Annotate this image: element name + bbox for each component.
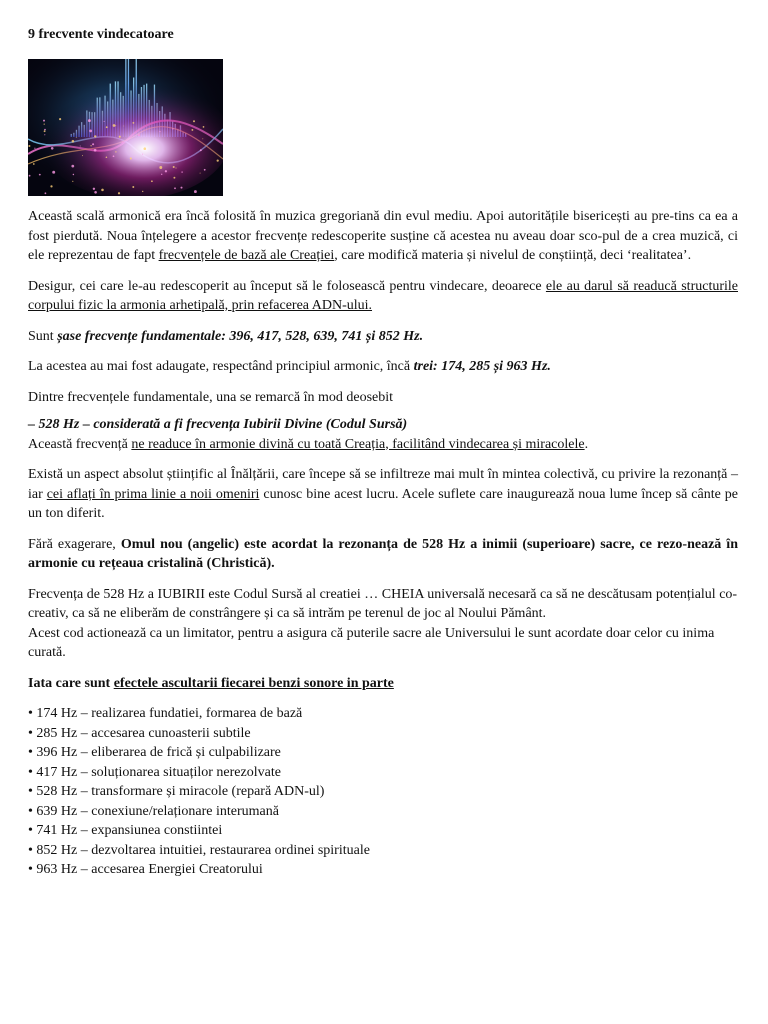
- spark-dot: [113, 124, 116, 127]
- spark-dot: [28, 145, 30, 147]
- paragraph-new-human: [28, 535, 738, 574]
- spark-dot: [159, 131, 160, 132]
- document-title: 9 frecvente vindecatoare: [28, 27, 174, 42]
- paragraph-six-frequencies: [28, 327, 738, 347]
- spark-dot: [161, 174, 162, 175]
- paragraph-ascension: [28, 465, 738, 524]
- spark-dot: [151, 180, 153, 182]
- paragraph-text: , care modifică materia și nivelul de conștiință, deci ‘realitatea’.: [334, 248, 692, 263]
- spark-dot: [165, 170, 167, 172]
- spark-dot: [92, 143, 94, 145]
- spark-dot: [104, 121, 105, 122]
- spark-dot: [106, 126, 108, 128]
- list-heading: [28, 674, 738, 694]
- spark-dot: [132, 122, 134, 124]
- spark-dot: [76, 137, 77, 138]
- spark-dot: [194, 190, 197, 193]
- spark-dot: [94, 191, 97, 194]
- underlined-phrase: efectele ascultarii fiecarei benzi sonore in parte: [113, 675, 394, 691]
- spark-dot: [173, 166, 175, 168]
- spark-dot: [115, 125, 116, 126]
- spark-dot: [101, 189, 104, 192]
- spark-dot: [191, 129, 193, 131]
- spark-dot: [93, 188, 95, 190]
- spark-dot: [45, 192, 47, 194]
- emphasis-text: – 528 Hz – considerată a fi frecvența Iubirii Divine (Codul Sursă): [28, 417, 408, 432]
- spark-dot: [174, 187, 176, 189]
- spark-dot: [122, 142, 123, 143]
- spark-dot: [39, 174, 41, 176]
- emphasis-text: șase frecvențe fundamentale: 396, 417, 528, 639, 741 și 852 Hz.: [57, 328, 424, 344]
- spark-dot: [33, 163, 35, 165]
- spark-dot: [82, 155, 83, 156]
- list-item: • 852 Hz – dezvoltarea intuitiei, restaurarea ordinei spirituale: [28, 841, 738, 861]
- spark-dot: [142, 154, 143, 155]
- spark-dot: [217, 159, 219, 161]
- spark-dot: [94, 135, 96, 137]
- paragraph-text: La acestea au mai fost adaugate, respectând principiul armonic, încă: [28, 359, 414, 374]
- paragraph-intro: [28, 207, 738, 266]
- paragraph-528: [28, 415, 738, 454]
- spark-dot: [72, 181, 73, 182]
- spark-dot: [89, 129, 92, 132]
- underlined-phrase: ele au darul să readucă structurile corpului fizic la armonia arhetipală, prin refacerea ADN-ului.: [28, 278, 738, 313]
- spark-dot: [159, 166, 162, 169]
- paragraph-text: Fără exagerare,: [28, 536, 121, 552]
- spark-dot: [34, 148, 35, 149]
- paragraph-source-code: [28, 585, 738, 663]
- spark-dot: [106, 156, 108, 158]
- list-heading-text: Iata care sunt: [28, 675, 114, 691]
- list-item: • 417 Hz – soluționarea situaților nerezolvate: [28, 763, 738, 783]
- spark-dot: [181, 171, 182, 172]
- paragraph-three-added: [28, 357, 738, 377]
- spark-dot: [88, 119, 91, 122]
- list-item: • 741 Hz – expansiunea constiintei: [28, 821, 738, 841]
- spark-dot: [43, 120, 45, 122]
- spark-dot: [202, 138, 203, 139]
- spark-dot: [132, 186, 134, 188]
- spark-dot: [71, 165, 74, 168]
- spark-dot: [204, 169, 206, 171]
- spark-dot: [115, 151, 116, 152]
- spark-dot: [44, 124, 45, 125]
- spark-dot: [52, 171, 55, 174]
- list-item: • 528 Hz – transformare și miracole (repară ADN-ul): [28, 782, 738, 802]
- paragraph-text: Frecvența de 528 Hz a IUBIRII este Codul Sursă al creatiei … CHEIA universală necesară ca să ne descătusam potențialul co-creativ, ca să ne eliberăm de constrângere și ca să intrăm pe terenul de joc al Noului Pământ.: [28, 586, 738, 621]
- spark-dot: [94, 149, 97, 152]
- spark-dot: [143, 147, 146, 150]
- spark-dot: [200, 173, 201, 174]
- spark-dot: [73, 174, 74, 175]
- spark-dot: [44, 130, 46, 132]
- spark-dot: [172, 128, 173, 129]
- spark-dot: [173, 177, 175, 179]
- frequency-list: [28, 704, 738, 880]
- spark-dot: [90, 145, 91, 146]
- spark-dot: [119, 136, 121, 138]
- spark-dot: [72, 140, 75, 143]
- spark-dot: [118, 192, 120, 194]
- spark-dot: [51, 147, 54, 150]
- list-item: • 285 Hz – accesarea cunoasterii subtile: [28, 724, 738, 744]
- list-item: • 639 Hz – conexiune/relaționare interumană: [28, 802, 738, 822]
- spark-dot: [80, 146, 81, 147]
- spark-dot: [203, 126, 205, 128]
- spark-dot: [200, 149, 202, 151]
- spark-dot: [130, 157, 132, 159]
- spark-dot: [29, 175, 31, 177]
- document-body: [28, 207, 738, 880]
- spark-dot: [113, 155, 115, 157]
- underlined-phrase: frecvențele de bază ale Creației: [158, 248, 335, 263]
- list-item: • 963 Hz – accesarea Energiei Creatorului: [28, 860, 738, 880]
- paragraph-text: cunosc bine acest lucru. Acele suflete care inaugurează noua lume încep să cânte pe un ton diferit.: [28, 486, 738, 521]
- spark-dot: [142, 191, 143, 192]
- spark-dot: [44, 134, 45, 135]
- paragraph-text: Această scală armonică era încă folosită în muzica gregoriană din evul mediu. Apoi autoritățile bisericești au pre-tins ca ea a fost pierdută. Noua înțelegere a acestor frecvențe redescoperite susține că acestea nu aveau doar sco-pul de a crea muzică, ci ele reprezentau de fapt: [28, 209, 738, 263]
- list-item: • 396 Hz – eliberarea de frică și culpabilizare: [28, 743, 738, 763]
- spark-dot: [50, 185, 52, 187]
- list-item: • 174 Hz – realizarea fundatiei, formarea de bază: [28, 704, 738, 724]
- paragraph-text: Există un aspect absolut științific al Înălțării, care începe să se infiltreze mai mult în mintea colectivă, cu privire la rezonanță – iar: [28, 467, 738, 502]
- paragraph-text: Această frecvență: [28, 436, 132, 452]
- paragraph-text: .: [584, 436, 589, 452]
- spark-dot: [181, 187, 183, 189]
- spark-dot: [175, 167, 176, 168]
- frequency-spectrum-image: [28, 59, 223, 196]
- underlined-phrase: ne readuce în armonie divină cu toată Creația, facilitând vindecarea și miracolele: [131, 436, 585, 452]
- paragraph-text: Acest cod actionează ca un limitator, pentru a asigura că puterile sacre ale Universului le sunt acordate doar celor cu inima curată.: [28, 625, 715, 660]
- bold-text: Omul nou (angelic) este acordat la rezonanța de 528 Hz a inimii (superioare) sacre, ce rezo-nează în armonie cu rețeaua cristalină (Christică).: [28, 536, 738, 571]
- spark-dot: [59, 118, 61, 120]
- paragraph-rediscovery: [28, 277, 738, 316]
- paragraph-text: Sunt: [28, 328, 58, 344]
- paragraph-notable: Dintre frecvențele fundamentale, una se remarcă în mod deosebit: [28, 389, 394, 405]
- paragraph-text: Desigur, cei care le-au redescoperit au început să le folosească pentru vindecare, deoarece: [28, 278, 546, 294]
- spark-dot: [44, 129, 46, 131]
- spark-dot: [193, 120, 195, 122]
- emphasis-text: trei: 174, 285 și 963 Hz.: [413, 359, 551, 374]
- spark-dot: [138, 134, 140, 136]
- spark-dot: [123, 126, 124, 127]
- underlined-phrase: cei aflați în prima linie a noii omeniri: [46, 486, 260, 502]
